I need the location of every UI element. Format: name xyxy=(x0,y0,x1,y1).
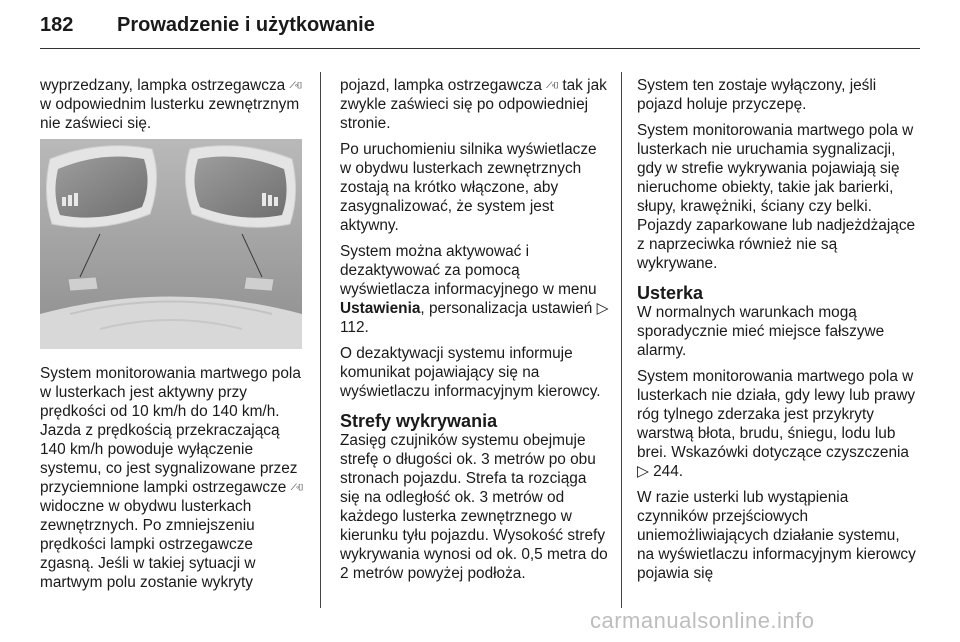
blind-spot-mirror-illustration xyxy=(40,139,302,349)
heading-detection-zones: Strefy wykrywania xyxy=(340,411,498,431)
column-divider-1 xyxy=(320,72,321,608)
header-rule xyxy=(40,48,920,49)
col2-paragraph-3: System można aktywować i dezaktywować za pomocą wyświetlacza informacyjnego w menu Ustawienia, personalizacja ustawień ▷ 112. xyxy=(340,243,609,336)
col3-paragraph-3: W normalnych warunkach mogą sporadycznie mieć miejsce fałszywe alarmy. xyxy=(637,304,885,359)
col3-paragraph-2: System monitorowania martwego pola w lusterkach nie uruchamia sygnalizacji, gdy w strefie wykrywania pojawiają się nieruchome obiekty, takie jak barierki, słupy, krawężniki, ściany czy belki. Pojazdy zaparkowane lub nadjeżdżające z naprzeciwka również nie są wykrywane. xyxy=(637,122,916,272)
col2-paragraph-2: Po uruchomieniu silnika wyświetlacze w obydwu lusterkach zewnętrznych zostają na krótko włączone, aby zasygnalizować, że system jest aktywny. xyxy=(340,141,597,234)
column-2 xyxy=(340,76,610,590)
col1-paragraph-1: wyprzedzany, lampka ostrzegawcza ⟋◦⌷ w odpowiednim lusterku zewnętrznym nie zaświeci się. xyxy=(40,77,302,132)
heading-fault: Usterka xyxy=(637,283,704,303)
column-1 xyxy=(40,76,306,140)
side-blind-spot-warning-icon: ⟋◦⌷ xyxy=(546,80,559,90)
page-number: 182 xyxy=(40,14,74,36)
col1-paragraph-2: System monitorowania martwego pola w lusterkach jest aktywny przy prędkości od 10 km/h do 140 km/h. Jazda z prędkością przekraczającą 140 km/h powoduje wyłączenie systemu, co jest sygnalizowane przez przyciemnione lampki ostrzegawcze ⟋◦⌷ widoczne w obydwu lusterkach zewnętrznych. Po zmniejszeniu prędkości lampki ostrzegawcze zgasną. Jeśli w takiej sytuacji w martwym polu zostanie wykryty xyxy=(40,365,303,591)
column-3 xyxy=(637,76,920,590)
col2-paragraph-5: Zasięg czujników systemu obejmuje strefę o długości ok. 3 metrów po obu stronach pojazdu. Strefa ta rozciąga się na odległość ok. 3 metrów od każdego lusterka zewnętrznego w kierunku tyłu pojazdu. Wysokość strefy wykrywania wynosi od ok. 0,5 metra do 2 metrów powyżej podłoża. xyxy=(340,432,608,582)
col2-paragraph-1: pojazd, lampka ostrzegawcza ⟋◦⌷ tak jak zwykle zaświeci się po odpowiedniej stronie. xyxy=(340,77,607,132)
col3-paragraph-1: System ten zostaje wyłączony, jeśli pojazd holuje przyczepę. xyxy=(637,77,877,113)
column-divider-2 xyxy=(621,72,622,608)
column-1-lower xyxy=(40,364,306,599)
side-blind-spot-warning-icon: ⟋◦⌷ xyxy=(290,482,303,492)
triangle-arrow-icon: ▷ xyxy=(596,300,609,317)
section-title: Prowadzenie i użytkowanie xyxy=(117,14,375,36)
side-blind-spot-warning-icon: ⟋◦⌷ xyxy=(289,80,302,90)
menu-settings-label: Ustawienia xyxy=(340,300,421,317)
triangle-arrow-icon: ▷ xyxy=(637,463,649,480)
watermark: carmanualsonline.info xyxy=(590,608,815,633)
col3-paragraph-5: W razie usterki lub wystąpienia czynników przejściowych uniemożliwiających działanie systemu, na wyświetlaczu informacyjnym kierowcy pojawia się xyxy=(637,489,916,582)
col2-paragraph-4: O dezaktywacji systemu informuje komunikat pojawiający się na wyświetlaczu informacyjnym kierowcy. xyxy=(340,345,601,400)
col3-paragraph-4: System monitorowania martwego pola w lusterkach nie działa, gdy lewy lub prawy róg tylnego zderzaka jest przykryty warstwą błota, brudu, śniegu, lodu lub brei. Wskazówki dotyczące czyszczenia ▷ 244. xyxy=(637,368,916,480)
